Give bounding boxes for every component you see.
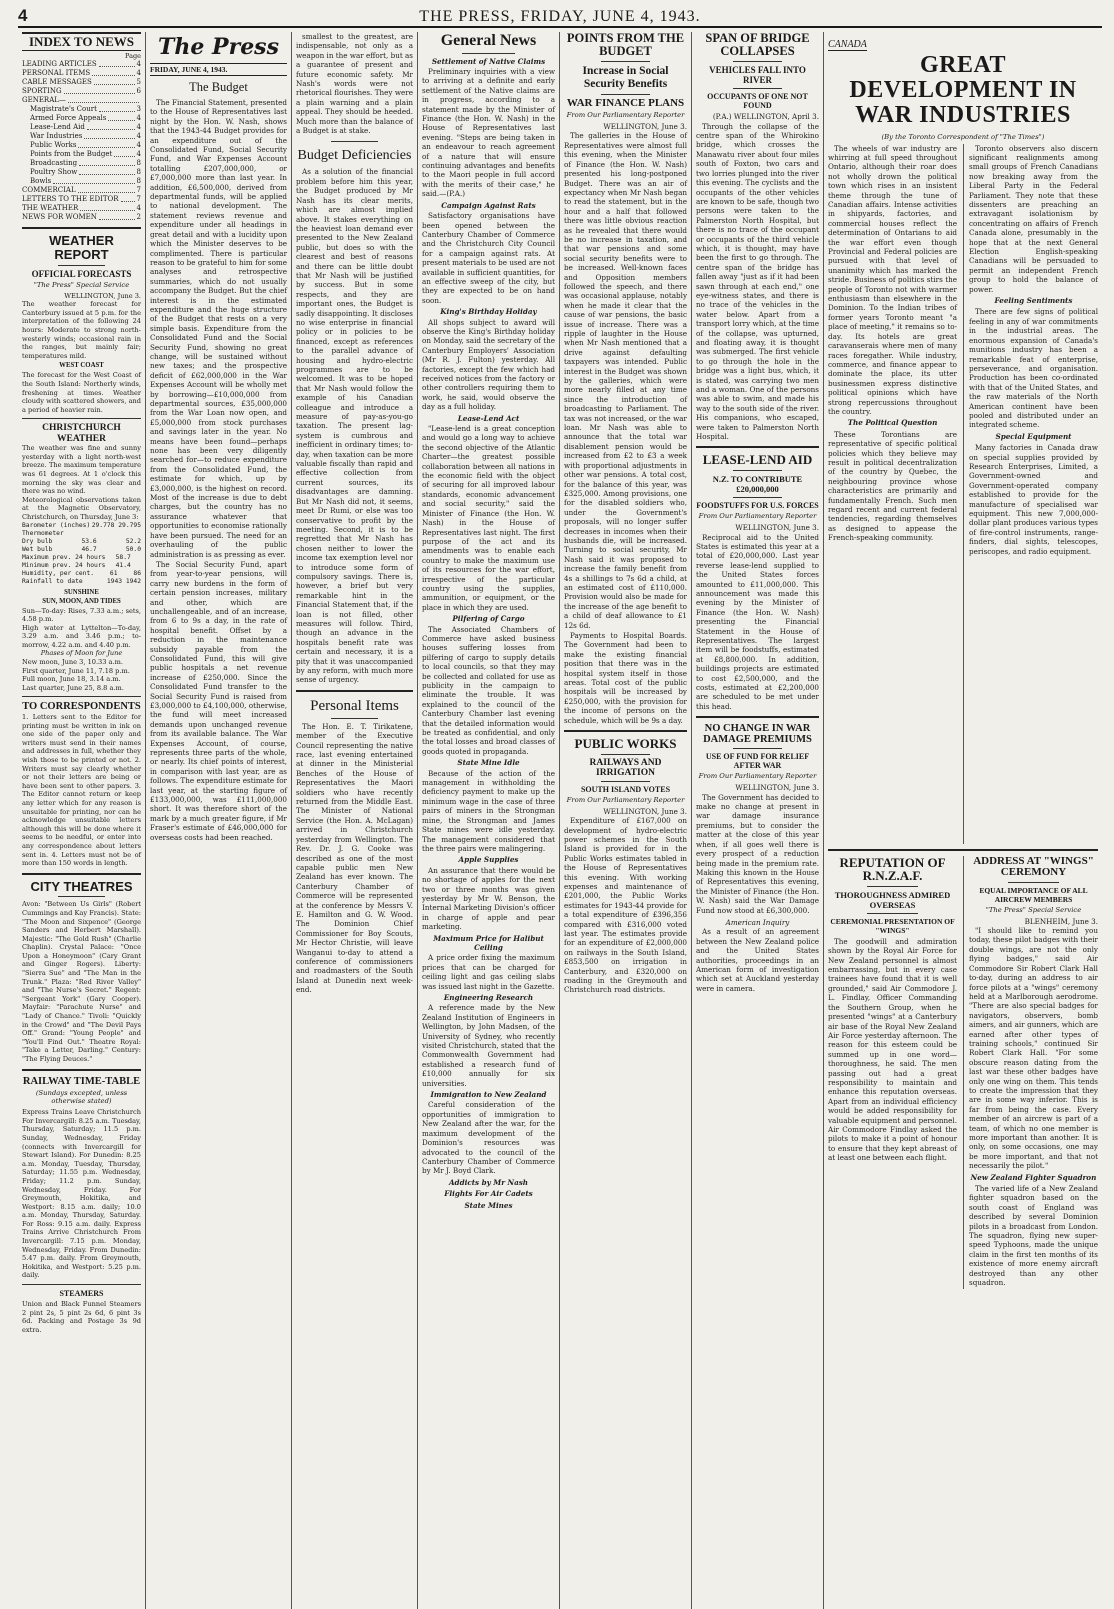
moon-phase-line: Last quarter, June 25, 8.8 a.m. <box>22 683 124 692</box>
news-item-text: Careful consideration of the opportunities of immigration to New Zealand after the war, for the maximum development of the Dominion's resources was advocated to the council of the Canterbury Chamber of Commerce by Mr J. Boyd Clark. <box>422 1100 555 1176</box>
editorial-continued: smallest to the greatest, are indispensable, not only as a weapon in the war effort, but as a guarantee of present and future economic safety. Mr Nash's words were not rhetorical flourishes. They were a plain warning and a plain appeal. They should be heeded. Much more than the balance of a Budget is at stake. <box>296 32 413 136</box>
index-item: Points from the Budget 4 <box>30 150 141 159</box>
rnzaf-story <box>828 856 957 1289</box>
index-item: War Industries 4 <box>30 132 141 141</box>
fighter-sub: New Zealand Fighter Squadron <box>970 1172 1097 1182</box>
war-damage-place: WELLINGTON, June 3. <box>735 783 819 793</box>
reading-row: Wet bulb 46.7 50.0 <box>22 545 141 553</box>
steamers-text: Union and Black Funnel Steamers 2 pint 2s, 5 pint 2s 6d, 6 pint 3s 6d. Packing and Postage 3s 9d extra. <box>22 1300 141 1334</box>
war-finance-heading: WAR FINANCE PLANS <box>566 96 685 109</box>
news-item-text: "Lease-lend is a great conception and would go a long way to achieve the second objective of the Atlantic Charter—the greatest possible collaboration between all nations in the economic field with the object of securing for all improved labour standards, economic advancement and social security," said the Minister of Finance (the Hon. W. Nash) in the House of Representatives last night. The first purpose of the act and its amendments was to enable each country to make the maximum use of its resources for the war effort, irrespective of the particular country using the supplies, ammunition, or equipment, or the place in which they are used. <box>422 424 555 612</box>
feeling-sub: Feeling Sentiments <box>994 296 1073 306</box>
war-damage-text: The Government has decided to make no change at present in war damage insurance premiums, but to consider the matter at the close of this year when, if all goes well there is every prospect of a reduction being made in the premium rate. Making this known in the House of Representatives this evening, the Minister of Finance (the Hon. W. Nash) said the War Damage Fund now stood at £6,300,000. <box>696 792 819 915</box>
lease-lend-heading: LEASE-LEND AID <box>702 452 813 468</box>
reading-row: Maximum prev. 24 hours 58.7 <box>22 553 131 561</box>
news-item-text: Preliminary inquiries with a view to arriving at a definite and early settlement of the Native claims are in progress, according to a statement made by the Minister of Finance (the Hon. W. Nash) in the House of Representatives last evening. "Steps are being taken in an endeavour to reach agreement of a nature that will ensure continuing advantages and benefits to the Maori people in full accord with the merits of their case," he said.—(P.A.) <box>422 67 555 199</box>
index-page-label: Page <box>125 52 141 61</box>
section-tag-canada: CANADA <box>828 39 867 50</box>
theatres-text: Avon: "Between Us Girls" (Robert Cummings and Kay Francis). State: "The Moon and Sixpence" (George Sanders and Herbert Marshall). Majestic: "The Gold Rush" (Charlie Chaplin). Crystal Palace: "Once Upon a Honeymoon" (Cary Grant and Ginger Rogers). Liberty: "Sierra Sue" and "The Man in the Trunk." Plaza: "Red River Valley" and "The Nurse's Secret." Regent: "Sergeant York" (Gary Cooper). Mayfair: "Parachute Nurse" and "Lady of Chance." Tivoli: "Quickly in the Crowd" and "The Devil Pays Off." Grand: "Young People" and "You'll Find Out." Theatre Royal: "Take a Letter, Darling." Century: "The Flying Deuces." <box>22 900 141 1064</box>
column-3 <box>292 32 418 1609</box>
bridge-subheading: VEHICLES FALL INTO RIVER <box>709 65 806 86</box>
special-equipment-sub: Special Equipment <box>995 431 1072 441</box>
moon-lines <box>22 658 141 692</box>
index-item: Broadcasting 8 <box>30 159 141 168</box>
war-industries-col-b: Toronto observers also discern significant realignments among small groups of French Canadians now breaking away from the Liberal Party in the Federal Parliament. They note that these dissenters are preaching an extravagant isolationism by concentrating on affairs of French Canada alone, presumably in the hope that at the next General Election English-speaking Canadians will be persuaded to permit an independent French group to hold the balance of power. Feeling Sentiments There are few signs of political feeling in any of war commitments in the industrial areas. The enormous expansion of Canada's munitions industry has been a remarkable feat of enterprise, perseverance, and organisation. Production has been co-ordinated with that of the United States, and the raw materials of the North American continent have been pooled and distributed under an integrated scheme. Special Equipment Many factories in Canada draw on special supplies provided by Research Enterprises, Limited, a Government-owned and Government-operated company established to provide for the manufacture of specialised war equipment. This new 7,000,000-dollar plant produces various types of fire-control instruments, range-finders, dial sights, telescopes, periscopes, and radio equipment. <box>963 144 1098 844</box>
news-item-heading: King's Birthday Holiday <box>440 307 537 317</box>
war-industries-body <box>828 144 1098 844</box>
news-item-heading: Lease-Lend Act <box>457 413 520 423</box>
forecast-byline: "The Press" Special Service <box>33 280 130 289</box>
news-item-heading: Settlement of Native Claims <box>431 56 546 66</box>
forecast-place: WELLINGTON, June 3. <box>64 291 141 300</box>
index-item: LETTERS TO THE EDITOR 7 <box>22 195 141 204</box>
sun-text: Sun—To-day: Rises, 7.33 a.m.; sets, 4.58 p.m. <box>22 606 141 624</box>
reading-row: Dry bulb 53.6 52.2 <box>22 537 141 545</box>
weather-title: WEATHER REPORT <box>49 233 114 262</box>
index-item: Public Works 4 <box>30 141 141 150</box>
public-works-subheading-2: SOUTH ISLAND VOTES <box>580 784 671 794</box>
column-6 <box>692 32 824 1609</box>
correspondents-text: 1. Letters sent to the Editor for printing must be written in ink on one side of the paper only and writers must send in their names and addresses in full, whether they wish those to be printed or not. 2. Writers must say clearly whether or not their letters are being or have been sent to other papers. 3. The Editor cannot return or keep any letter which for any reason is unsuitable for printing, nor can he acknowledge unsuitable letters although this will be done where it seems to be needful, or enter into any correspondence about letters sent in. 4. Letters must not be of more than 150 words in length. <box>22 713 141 868</box>
sunshine-title: SUNSHINE <box>64 588 99 596</box>
index-item: Poultry Show 8 <box>30 168 141 177</box>
budget-place: WELLINGTON, June 3. <box>603 122 687 132</box>
budget-editorial-text: The Financial Statement, presented to the House of Representatives last night by the Hon. W. Nash, shows that the 1943-44 Budget provides for an expenditure out of the Consolidated Fund, Social Security Fund, and War Expenses Account totalling £207,000,000, or £7,000,000 more than last year. In addition, £6,500,000, derived from departmental funds, will be applied to national development. The statement reviews revenue and expenditure under all headings in great detail and with a lucidity upon which the Minister deserves to be complimented. There is particular reason to be grateful to him for some analyses and retrospective summaries, which do not usually accompany the Budget. But the chief interest is in the estimated expenditure and the huge structure of the Budget that rests on a very simple basis. Expenditure from the Consolidated Fund and the Social Security Fund, showing no great change, will be sustained without new taxes; and the prospective deficit of £62,000,000 in the War Expenses Account will be wholly met by borrowing—£10,000,000 from departmental sources, £35,000,000 from the War Loan now open, and £5,000,000 from stock purchases and savings later in the year. No means have been found—perhaps none has been very diligently searched for—to reduce expenditure from the Consolidated Fund, the estimate for which, up by £3,000,000, is the highest on record. Most of the increase is due to debt charges, but the country has no assurance whatever that opportunities to economise rationally have been pursued. The need for an overhauling of the public administration is as pressing as ever. The Social Security Fund, apart from year-to-year pensions, will carry new burdens in the form of certain pension increases, military and other, which are unchallengeable, and of an increase, from 6 to 9s a day, in the rate of hospital benefit. Offset by a reduction in the maintenance subsidy payable from the Consolidated Fund, this will give public hospitals a net revenue increase of £250,000. Since the Consolidated Fund transfer to the Social Security Fund is raised from £3,000,000 to £4,100,000, otherwise, the fund will meet increased demands upon unchanged revenue from its available balance. The War Expenses Account, of course, represents three parts of the whole, or nearly. Its chief points of interest, in comparison with last year, are as follows. The expenditure estimate for last year, at the starting figure of £133,000,000, was £111,000,000 short. It was therefore short of the mark by a much greater figure, if Mr Fraser's estimate of £46,000,000 for overseas costs had been reached. <box>150 98 287 842</box>
rnzaf-subheading: THOROUGHNESS ADMIRED OVERSEAS <box>834 889 951 910</box>
index-item: SPORTING 6 <box>22 87 141 96</box>
lower-stories <box>828 856 1098 1289</box>
masthead <box>18 6 1102 28</box>
correspondents-title: TO CORRESPONDENTS <box>22 701 141 713</box>
lease-lend-place: WELLINGTON, June 3. <box>735 523 819 533</box>
american-inquiry-sub: American Inquiry <box>725 917 790 927</box>
moon-phase-line: Full moon, June 18, 3.14 a.m. <box>22 675 121 684</box>
tide-text: High water at Lyttelton—To-day, 3.29 a.m. and 3.46 p.m.; to-morrow, 4.22 a.m. and 4.40 p.m. <box>22 623 141 649</box>
news-item-text: A price order fixing the maximum prices that can be charged for ceiling light and gas ceiling slabs was issued last night in the Gazette. <box>422 953 555 991</box>
public-works-subheading: RAILWAYS AND IRRIGATION <box>589 757 662 778</box>
war-industries-col-a: The wheels of war industry are whirring at full speed throughout Ontario, although their roar does not wholly drown the political town which rises in an insistent theme through the tune of Canadian affairs. Intense activities in shipyards, factories, and commercial houses reflect the determination of Ontarians to aid the war effort even though Provincial and Federal policies are pursued with that level of unanimity which has marked the stride. Business of politics stirs the people of Toronto not with warmer enthusiasm than elsewhere in the Dominion. To the Indian tribes of former years Toronto meant "a place of meeting," it remains so to-day. Its hotels are great caravanserais where men of many races foregather. While industry, commerce, and finance appear to dominate the place, its utter businessmen express distinctive political opinions which have strong repercussions throughout the country. The Political Question These Torontians are representative of specific political policies which they believe may result in political decentralization of the country by Quebec, the neighbouring province whose characteristics are primarily and fundamentally French. Such men regard recent and current federal tendencies, regarding themselves as designed to appease the French-speaking community. <box>828 143 957 543</box>
west-coast-text: The forecast for the West Coast of the South Island: Northerly winds, freshening at times. Weather cloudy with scattered showers, and a period of heavier rain. <box>22 371 141 414</box>
rnzaf-text: The goodwill and admiration shown by the Royal Air Force for New Zealand personnel is almost embarrassing, but in every case trainees have found that it is well grounded," said Air Commodore J. L. Findlay, Officer Commanding the Southern Group, when he presented "wings" at a Canterbury air base of the Royal New Zealand Air Force yesterday afternoon. The reason for this esteem could be summed up in one word—thoroughness, he said. The men passing out had a great responsibility to maintain and enhance this reputation overseas. Apart from an individual efficiency would be added responsibility for valuable equipment and personnel. Air Commodore Findlay asked the pilots to make it a point of honour to ensure that they kept abreast of at least one between each flight. <box>828 936 957 1163</box>
public-works-byline: From Our Parliamentary Reporter <box>566 795 685 804</box>
index-item: PERSONAL ITEMS 4 <box>22 69 141 78</box>
american-inquiry-text: As a result of an agreement between the New Zealand police and the United States authorities, proceedings in an American form of investigation which set at Auckland yesterday were in camera. <box>696 927 819 993</box>
public-works-place: WELLINGTON, June 3. <box>603 806 687 816</box>
news-item-heading: Pilfering of Cargo <box>452 614 525 624</box>
page-number: 4 <box>18 6 28 25</box>
news-item-heading: State Mine Idle <box>457 758 520 768</box>
war-damage-byline: From Our Parliamentary Reporter <box>698 772 817 781</box>
reading-row: Minimum prev. 24 hours 41.4 <box>22 561 131 569</box>
lease-lend-subheading: N.Z. TO CONTRIBUTE £20,000,000 <box>712 474 803 495</box>
chch-weather-text: The weather was fine and sunny yesterday with a light north-west breeze. The maximum temperature was 61 degrees. At 1 o'clock this morning the sky was clear and there was no wind. <box>22 444 141 496</box>
newspaper-title-line: THE PRESS, FRIDAY, JUNE 4, 1943. <box>419 8 701 25</box>
index-item: Lease-Lend Aid 4 <box>30 123 141 132</box>
index-list <box>22 60 141 222</box>
column-7 <box>824 32 1102 1609</box>
news-item-heading: Addicts by Mr Nash <box>448 1177 529 1187</box>
budget-points-heading: POINTS FROM THE BUDGET <box>566 32 685 59</box>
bridge-place: (P.A.) WELLINGTON, April 3. <box>712 112 819 122</box>
war-industries-heading: GREAT DEVELOPMENT IN WAR INDUSTRIES <box>849 52 1077 129</box>
budget-editorial-heading: The Budget <box>189 80 248 94</box>
general-news-heading: General News <box>440 32 537 49</box>
fighter-text: The varied life of a New Zealand fighter squadron based on the south coast of England was described by several Dominion pilots in a broadcast from London. The squadron, flying new super-speed Typhoons, made the unique claim in the first ten months of its existence of more enemy aircraft destroyed than any other squadron. <box>969 1184 1098 1288</box>
news-item-text: All shops subject to award will observe the King's Birthday holiday on Monday, said the secretary of the Canterbury Employers' Association (Mr R. J. Fulton) yesterday. All factories, except the few which had received notices from the factory or other controllers requiring them to work, he said, would observe the day as a full holiday. <box>422 317 555 412</box>
wings-story <box>963 856 1098 1289</box>
editorial-dateline: FRIDAY, JUNE 4, 1943. <box>150 63 287 76</box>
war-damage-subheading: USE OF FUND FOR RELIEF AFTER WAR <box>705 752 810 771</box>
bridge-text: Through the collapse of the centre span of the Whirokino bridge, which crosses the Manawatu river about four miles south of Foxton, two cars and two lorries plunged into the river this evening. The cyclists and the occupants of the other vehicles are known to be safe, though two persons were taken to the Palmerston North Hospital, but there is no trace of the occupant or occupants of the third vehicle which, it is thought, may have been the first to go through. The centre span of the bridge has fallen away "just as if it had been sawn through at each end," one eye-witness states, and there is no trace of the vehicles in the water below. Apart from a transport lorry which, at the time of the collapse, was upturned, and floating away, it is thought was submerged. The first vehicle to go through the hole in the bridge was a light bus, which, it is stated, was carrying two men and a woman. One of the persons was able to swim, and made his way to the south side of the river. His companions, who escaped, were taken to Palmerston North Hospital. <box>696 121 819 442</box>
west-coast-label: WEST COAST <box>59 362 104 370</box>
sun-moon-title: SUN, MOON, AND TIDES <box>42 597 121 605</box>
railway-subtitle: (Sundays excepted, unless otherwise stated) <box>35 1089 128 1106</box>
budget-byline: From Our Parliamentary Reporter <box>566 111 685 120</box>
column-1 <box>18 32 146 1609</box>
index-item: CABLE MESSAGES 5 <box>22 78 141 87</box>
public-works-text: Expenditure of £167,000 on development of hydro-electric power schemes in the South Island is provided for in the Public Works estimates tabled in the House of Representatives this evening. With working expenses and maintenance of £201,000, the Public Works estimates for 1943-44 provide for a total expenditure of £396,356 compared with £316,000 voted last year. The estimates provide for an expenditure of £2,000,000 on railways in the South Island, £853,500 on irrigation in Canterbury, and £320,000 on roading in the Greymouth and Christchurch road districts. <box>564 816 687 995</box>
forecast-text: The weather forecast for Canterbury issued at 5 p.m. for the interpretation of the following 24 hours: Moderate to strong north-westerly winds; occasional rain in the ranges, but mainly fair; temperatures mild. <box>22 300 141 360</box>
column-4 <box>418 32 560 1609</box>
lease-lend-byline: From Our Parliamentary Reporter <box>698 512 817 521</box>
columns <box>18 32 1102 1609</box>
chch-weather-title: CHRISTCHURCH WEATHER <box>42 423 121 444</box>
forecasts-title: OFFICIAL FORECASTS <box>31 268 132 279</box>
nameplate: The Press <box>158 34 279 60</box>
index-item: Armed Force Appeals 4 <box>30 114 141 123</box>
railway-title: RAILWAY TIME-TABLE <box>22 1075 141 1087</box>
lease-lend-subheading-2: FOODSTUFFS FOR U.S. FORCES <box>696 501 819 511</box>
index-item: NEWS FOR WOMEN 2 <box>22 213 141 222</box>
wings-heading: ADDRESS AT "WINGS" CEREMONY <box>973 854 1094 879</box>
news-item-heading: Engineering Research <box>443 993 534 1002</box>
wings-place: BLENHEIM, June 3. <box>1024 916 1098 926</box>
news-item-text: Because of the action of the management in withholding the deficiency payment to make up the minimum wage in the case of three pairs of miners in the Strongman mine, the Strongman and James State mines were idle yesterday. The management considered that the three pairs were malingering. <box>422 768 555 853</box>
index-item: THE WEATHER 4 <box>22 204 141 213</box>
met-observations: Meteorological observations taken at the Magnetic Observatory, Christchurch, on Thursday, June 3: <box>22 495 141 521</box>
barometer-row: Barometer (inches) 29.778 29.795 <box>22 521 141 529</box>
index-title: INDEX TO NEWS <box>22 32 141 51</box>
war-industries-byline: (By the Toronto Correspondent of "The Times") <box>881 132 1045 141</box>
rnzaf-subheading-2: CEREMONIAL PRESENTATION OF "WINGS" <box>830 916 955 935</box>
moon-title: Phases of Moon for June <box>40 649 123 658</box>
news-item-heading: Immigration to New Zealand <box>430 1090 547 1100</box>
rainfall-row: Rainfall to date 1943 1942 <box>22 577 141 585</box>
news-item-heading: Campaign Against Rats <box>441 200 536 210</box>
personal-items-text: The Hon. E. T. Tirikatene, member of the Executive Council representing the native race, last evening entertained at dinner in the Ministerial Benches of the House of Representatives the Maori soldiers who have recently returned from the Middle East. The Minister of National Service (the Hon. A. McLagan) arrived in Christchurch yesterday from Wellington. The Rev. Dr. J. G. Cooke was described as one of the most capable public men New Zealand has ever known. The Canterbury Chamber of Commerce will be represented at the conference by Messrs V. E. Hamilton and G. W. Wood. The Dominion Chief Commissioner for Boy Scouts, Mr Hector Christie, will leave Wanganui to-day to attend a conference of commissioners and roadmasters of the South Island at Dunedin next week-end. <box>296 721 413 995</box>
general-news-items <box>422 57 555 1210</box>
reading-row: Humidity, per cent. 61 86 <box>22 569 141 577</box>
moon-phase-line: New moon, June 3, 10.33 a.m. <box>22 658 123 667</box>
readings-table <box>22 538 141 578</box>
wings-subheading: EQUAL IMPORTANCE OF ALL AIRCREW MEMBERS <box>979 885 1088 904</box>
bridge-subheading-2: OCCUPANTS OF ONE NOT FOUND <box>707 92 808 111</box>
news-item-text: A reference made by the New Zealand Institution of Engineers in Wellington, by John Madsen, of the University of Sydney, who recently visited Christchurch, stated that the Commonwealth Government had established a research fund of £10,000 annually for six universities. <box>422 1003 555 1088</box>
news-item-heading: Maximum Price for Halibut Ceiling <box>433 933 544 952</box>
budget-points-subheading: Increase in Social Security Benefits <box>582 65 669 90</box>
steamers-title: STEAMERS <box>59 1289 104 1299</box>
theatres-title: CITY THEATRES <box>30 878 133 894</box>
bridge-heading: SPAN OF BRIDGE COLLAPSES <box>705 32 810 59</box>
public-works-heading: PUBLIC WORKS <box>574 736 677 752</box>
wings-text: "I should like to remind you today, these pilot badges with their double wings, are not the only flying badges," said Air Commodore Sir Robert Clark Hall to-day, during an address to air force pilots at a "wings" ceremony held at a Marlborough aerodrome. "There are also special badges for navigators, observers, bomb aimers, and air gunners, which are earned after other types of training schools," continued Sir Robert Clark Hall. "For some obscure reason dating from the last war these other badges have only one wing on them. This tends to create the impression that they are in some way inferior. This is far from being the case. Every member of an aircrew is part of a team, of which no one member is more important than another. It is only, on some occasions, one may be more important, and that not necessarily the pilot." <box>969 926 1098 1171</box>
news-item-text: Satisfactory organisations have been opened between the Canterbury Chamber of Commerce and the Christchurch City Council for a campaign against rats. At present materials to be used are not available in sufficient quantities, for an effective sweep of the city, but they are expected to be on hand soon. <box>422 211 555 305</box>
railway-text: Express Trains Leave Christchurch For Invercargill: 8.25 a.m. Tuesday, Thursday, Saturday; 11.5 p.m. Sunday, Wednesday, Friday (connects with Invercargill for Stewart Island). For Dunedin: 8.25 a.m. Monday, Tuesday, Thursday, Saturday; 11.55 p.m. Wednesday, Friday; 11.2 p.m. Sunday, Wednesday, Friday. For Greymouth, Hokitika, and Westport: 8.15 a.m. daily; 10.0 a.m. Monday, Thursday, Saturday. For Ross: 9.15 a.m. daily. Express Trains Arrive Christchurch From Invercargill: 7.15 p.m. Monday, Wednesday, Friday. From Dunedin: 5.47 p.m. daily. From Greymouth, Hokitika, and Westport: 5.25 p.m. daily. <box>22 1108 141 1280</box>
news-item-text: An assurance that there would be no shortage of apples for the next two or three months was given yesterday by Mr W. Benson, the Internal Marketing Division's officer in charge of apple and pear marketing. <box>422 865 555 932</box>
rnzaf-heading: REPUTATION OF R.N.Z.A.F. <box>839 854 946 884</box>
wings-byline: "The Press" Special Service <box>985 905 1082 914</box>
moon-phase-line: First quarter, June 11, 7.18 p.m. <box>22 666 130 675</box>
column-2 <box>146 32 292 1609</box>
thermometer-label: Thermometer <box>22 529 64 537</box>
personal-items-heading: Personal Items <box>310 697 399 714</box>
lease-lend-text: Reciprocal aid to the United States is estimated this year at a total of £20,000,000. Last year reverse lease-lend supplied to the United States forces amounted to £11,000,000. This announcement was made this evening by the Minister of Finance (the Hon. W. Nash) presenting the Financial Statement in the House of Representatives. The largest item will be foodstuffs, estimated at £8,800,000. In addition, buildings projects are estimated to cost £2,500,000, and the costs, estimated at £2,200,000 are scheduled to be met under this head. <box>696 532 819 711</box>
war-damage-heading: NO CHANGE IN WAR DAMAGE PREMIUMS <box>703 723 812 746</box>
deficiencies-text: As a solution of the financial problem before him this year, the Budget produced by Mr Nash has its clear merits, which are almost implied above. It stakes everything on the heaviest loan demand ever presented to the New Zealand public, but does so with the clearest and best of reasons and there can be little doubt that Mr Nash will be justified by success. But in some respects, and they are important ones, the Budget is sadly disappointing. It discloses no wise enterprise in financial policy or in policies to be financed, except as references to the parallel advance of housing and hydro-electric programmes are to be welcomed. It was to be hoped that Mr Nash would follow the example of his Canadian colleague and introduce a measure of pay-as-you-go taxation. The present lag-system is cumbrous and inefficient in ordinary times; to-day, when taxation can be more valuable fiscally than rapid and effective collection from current sources, its disadvantages are damning. But Mr Nash did not, it seems, meet Dr Rumi, or else was too conservative to profit by the meeting. Second, it is to be regretted that Mr Nash has chosen neither to lower the income tax exemption level nor to introduce some form of compulsory savings. There is, however, a brief but very remarkable hint in the Financial Statement that, if the loan is not filled, other measures will follow. Third, though an advance in the hospitals benefit rate was certain and necessary, it is a pity that it was unaccompanied by any reform, with much more sense of urgency. <box>296 167 413 685</box>
deficiencies-heading: Budget Deficiencies <box>297 148 412 164</box>
news-item-heading: Apple Supplies <box>458 855 519 865</box>
index-item: Bowls 8 <box>30 177 141 186</box>
news-item-text: The Associated Chambers of Commerce have asked business houses suffering losses from pilfering of cargo to supply details to local councils, so that they may be collected and collated for use as publicity in the campaign to eliminate the trouble. It was explained to the council of the Canterbury Chamber last evening that the detailed information would be treated as confidential, and only the total losses and broad classes of goods quoted in propaganda. <box>422 624 555 756</box>
column-5 <box>560 32 692 1609</box>
index-item: COMMERCIAL 7 <box>22 186 141 195</box>
index-item: GENERAL— <box>22 96 141 105</box>
news-item-heading: State Mines <box>464 1200 513 1210</box>
budget-points-text: The galleries in the House of Representatives were almost full this evening, when the Minister of Finance (the Hon. W. Nash) presented his long-postponed Budget. There was an air of expectancy when Mr Nash began to read the statement, but in the hour and a half that followed there was little obvious reaction as he revealed that there would be no increase in taxation, and that war pensions and some social security benefits were to be increased. Well-known faces and Opposition members followed the speech, and there was occasional applause, notably when he made it clear that the cause of war pensions, the basic issue of increase. There was a ripple of laughter in the House when Mr Nash mentioned that a drive against defaulting taxpayers was intended. Public interest in the Budget was shown by the galleries, which were more nearly filled at any time since the introduction of broadcasting to Parliament. The tax was not increased, or the war loan. Mr Nash was able to announce that the total war disablement pension would be increased from £2 to £3 a week with proportional adjustments in other war pensions. A total cost, for the balance of this year, was £325,000. Among provisions, one for the disabled soldiers who, under the Government's proposals, will no longer suffer decreases in incomes when their husbands die, will be increased. Turning to social security, Mr Nash said it was proposed to increase the family benefit from 4s a shillings to 7s 6d a child, at an estimated cost of £110,000. Provision would also be made for the increase of the age benefit to a child of deaf allowance to £1 12s 6d. Payments to Hospital Boards. The Government had been to make the existing financial position that there was in the hospital system itself in those areas. Total cost of the public hospitals will be increased by £250,000, with the provision for the income of persons on the schedule, which will be 9s a day. <box>564 131 687 725</box>
news-item-heading: Flights For Air Cadets <box>444 1189 533 1199</box>
index-item: LEADING ARTICLES 4 <box>22 60 141 69</box>
index-item: Magistrate's Court 3 <box>30 105 141 114</box>
political-question-sub: The Political Question <box>847 418 938 428</box>
